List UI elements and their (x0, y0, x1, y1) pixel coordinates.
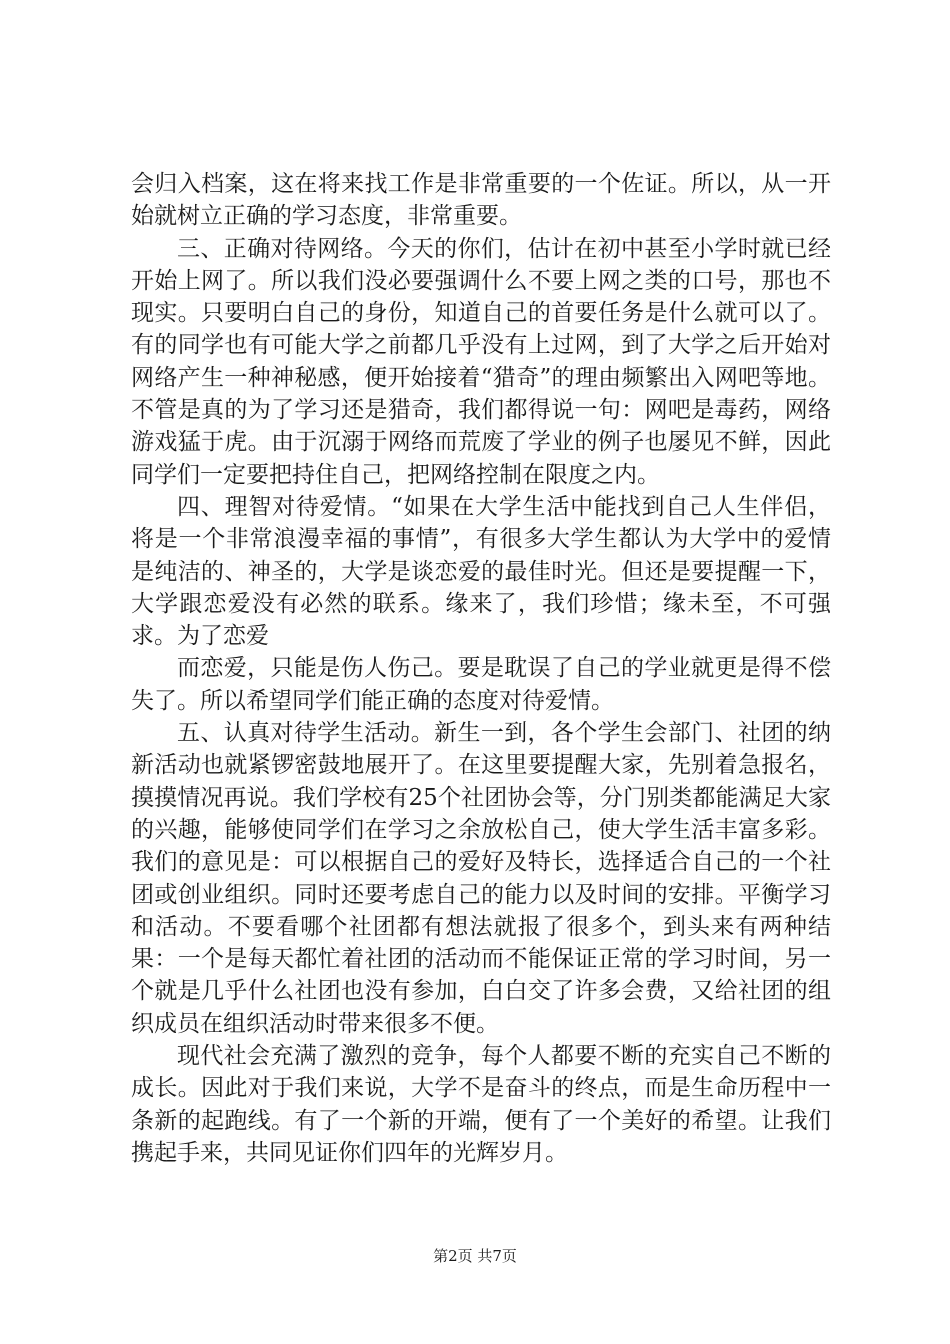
document-body (131, 168, 831, 1169)
paragraph-continued: 会归入档案，这在将来找工作是非常重要的一个佐证。所以，从一开始就树立正确的学习态度，非常重要。 (131, 171, 831, 230)
paragraph-conclusion: 现代社会充满了激烈的竞争，每个人都要不断的充实自己不断的成长。因此对于我们来说，大学不是奋斗的终点，而是生命历程中一条新的起跑线。有了一个新的开端，便有了一个美好的希望。让我们携起手来，共同见证你们四年的光辉岁月。 (131, 1043, 831, 1166)
paragraph-love-continued: 而恋爱，只能是伤人伤己。要是耽误了自己的学业就更是得不偿失了。所以希望同学们能正确的态度对待爱情。 (131, 655, 831, 714)
page-number-footer: 第2页 共7页 (433, 1247, 517, 1265)
paragraph-activities: 五、认真对待学生活动。新生一到，各个学生会部门、社团的纳新活动也就紧锣密鼓地展开了。在这里要提醒大家，先别着急报名，摸摸情况再说。我们学校有25个社团协会等，分门别类都能满足大家的兴趣，能够使同学们在学习之余放松自己，使大学生活丰富多彩。我们的意见是：可以根据自己的爱好及特长，选择适合自己的一个社团或创业组织。同时还要考虑自己的能力以及时间的安排。平衡学习和活动。不要看哪个社团都有想法就报了很多个，到头来有两种结果：一个是每天都忙着社团的活动而不能保证正常的学习时间，另一个就是几乎什么社团也没有参加，白白交了许多会费，又给社团的组织成员在组织活动时带来很多不便。 (131, 720, 831, 1037)
paragraph-love: 四、理智对待爱情。“如果在大学生活中能找到自己人生伴侣，将是一个非常浪漫幸福的事情”，有很多大学生都认为大学中的爱情是纯洁的、神圣的，大学是谈恋爱的最佳时光。但还是要提醒一下，大学跟恋爱没有必然的联系。缘来了，我们珍惜；缘未至，不可强求。为了恋爱 (131, 493, 831, 650)
paragraph-internet: 三、正确对待网络。今天的你们，估计在初中甚至小学时就已经开始上网了。所以我们没必要强调什么不要上网之类的口号，那也不现实。只要明白自己的身份，知道自己的首要任务是什么就可以了。有的同学也有可能大学之前都几乎没有上过网，到了大学之后开始对网络产生一种神秘感，便开始接着“猎奇”的理由频繁出入网吧等地。不管是真的为了学习还是猎奇，我们都得说一句：网吧是毒药，网络游戏猛于虎。由于沉溺于网络而荒废了学业的例子也屡见不鲜，因此同学们一定要把持住自己，把网络控制在限度之内。 (131, 235, 831, 488)
